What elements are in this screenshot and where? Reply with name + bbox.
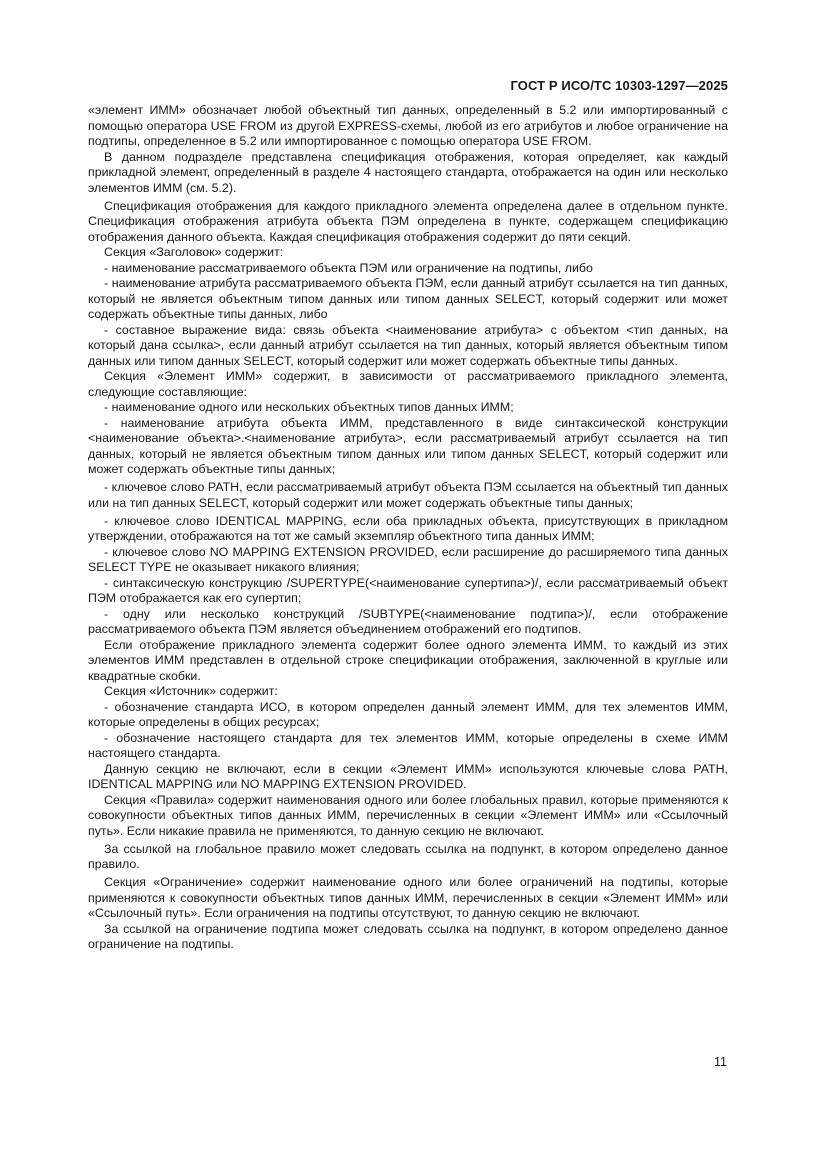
paragraph: За ссылкой на ограничение подтипа может следовать ссылка на подпункт, в котором определено данное ограничение на подтипы. — [88, 921, 728, 951]
paragraph: Секция «Источник» содержит: — [104, 684, 278, 698]
list-item: - ключевое слово IDENTICAL MAPPING, если оба прикладных объекта, присутствующих в прикладном утверждении, отображаются на тот же самый экземпляр объектного типа данных ИММ; — [88, 513, 728, 543]
paragraph: Спецификация отображения для каждого прикладного элемента определена далее в отдельном пункте. Спецификация отображения атрибута объекта ПЭМ определена в пункте, содержащем спецификацию отображения данного объекта. Каждая спецификация отображения содержит до пяти секций. — [88, 198, 728, 244]
list-item: - обозначение настоящего стандарта для тех элементов ИММ, которые определены в схеме ИММ настоящего стандарта. — [88, 730, 728, 760]
page-number: 11 — [714, 1055, 727, 1069]
standard-header: ГОСТ Р ИСО/ТС 10303-1297—2025 — [510, 78, 728, 93]
list-item: - наименование одного или нескольких объектных типов данных ИММ; — [104, 400, 514, 414]
list-item: - ключевое слово NO MAPPING EXTENSION PROVIDED, если расширение до расширяемого типа данных SELECT TYPE не оказывает никакого влияния; — [88, 544, 728, 574]
body-text — [88, 103, 728, 953]
paragraph: За ссылкой на глобальное правило может следовать ссылка на подпункт, в котором определено данное правило. — [88, 841, 728, 871]
list-item: - одну или несколько конструкций /SUBTYPE(<наименование подтипа>)/, если отображение рассматриваемого объекта ПЭМ является объединением отображений его подтипов. — [88, 606, 728, 636]
list-item: - наименование рассматриваемого объекта ПЭМ или ограничение на подтипы, либо — [104, 260, 593, 275]
paragraph: Секция «Ограничение» содержит наименование одного или более ограничений на подтипы, которые применяются к совокупности объектных типов данных ИММ, перечисленных в секции «Элемент ИММ» или «Ссылочный путь». Если ограничения на подтипы отсутствуют, то данную секцию не включают. — [88, 875, 728, 920]
paragraph: В данном подразделе представлена спецификация отображения, которая определяет, как каждый прикладной элемент, определенный в разделе 4 настоящего стандарта, отображается на один или несколько элементов ИММ (см. 5.2). — [88, 149, 728, 195]
paragraph: Данную секцию не включают, если в секции «Элемент ИММ» используются ключевые слова PATH, IDENTICAL MAPPING или NO MAPPING EXTENSION PROVIDED. — [88, 761, 728, 791]
paragraph: Секция «Правила» содержит наименования одного или более глобальных правил, которые применяются к совокупности объектных типов данных ИММ, перечисленных в секции «Элемент ИММ» или «Ссылочный путь». Если никакие правила не применяются, то данную секцию не включают. — [88, 792, 728, 838]
list-item: - ключевое слово PATH, если рассматриваемый атрибут объекта ПЭМ ссылается на объектный тип данных или на тип данных SELECT, который содержит или может содержать объектные типы данных; — [88, 480, 728, 510]
paragraph: Секция «Заголовок» содержит: — [104, 245, 284, 259]
paragraph: Секция «Элемент ИММ» содержит, в зависимости от рассматриваемого прикладного элемента, следующие составляющие: — [88, 369, 728, 399]
list-item: - синтаксическую конструкцию /SUPERTYPE(<наименование супертипа>)/, если рассматриваемый объект ПЭМ отображается как его супертип; — [88, 575, 728, 605]
list-item: - наименование атрибута объекта ИММ, представленного в виде синтаксической конструкции <наименование объекта>.<наименование атрибута>, если рассматриваемый атрибут ссылается на тип данных, который не является объектным типом данных или типом данных SELECT, который содержит или может содержать объектные типы данных; — [88, 415, 728, 476]
paragraph: Если отображение прикладного элемента содержит более одного элемента ИММ, то каждый из этих элементов ИММ представлен в отдельной строке спецификации отображения, заключенной в круглые или квадратные скобки. — [88, 637, 728, 683]
paragraph: «элемент ИММ» обозначает любой объектный тип данных, определенный в 5.2 или импортированный с помощью оператора USE FROM из другой EXPRESS-схемы, любой из его атрибутов и любое ограничение на подтипы, определенное в 5.2 или импортированное с помощью оператора USE FROM. — [88, 103, 728, 148]
list-item: - обозначение стандарта ИСО, в котором определен данный элемент ИММ, для тех элементов ИММ, которые определены в общих ресурсах; — [88, 699, 728, 729]
list-item: - наименование атрибута рассматриваемого объекта ПЭМ, если данный атрибут ссылается на тип данных, который не является объектным типом данных или типом данных SELECT, который содержит или может содержать объектные типы данных, либо — [88, 276, 728, 321]
list-item: - составное выражение вида: связь объекта <наименование атрибута> с объектом <тип данных, на который дана ссылка>, если данный атрибут ссылается на тип данных, который является объектным типом данных или типом данных SELECT, который содержит или может содержать объектные типы данных. — [88, 322, 728, 368]
